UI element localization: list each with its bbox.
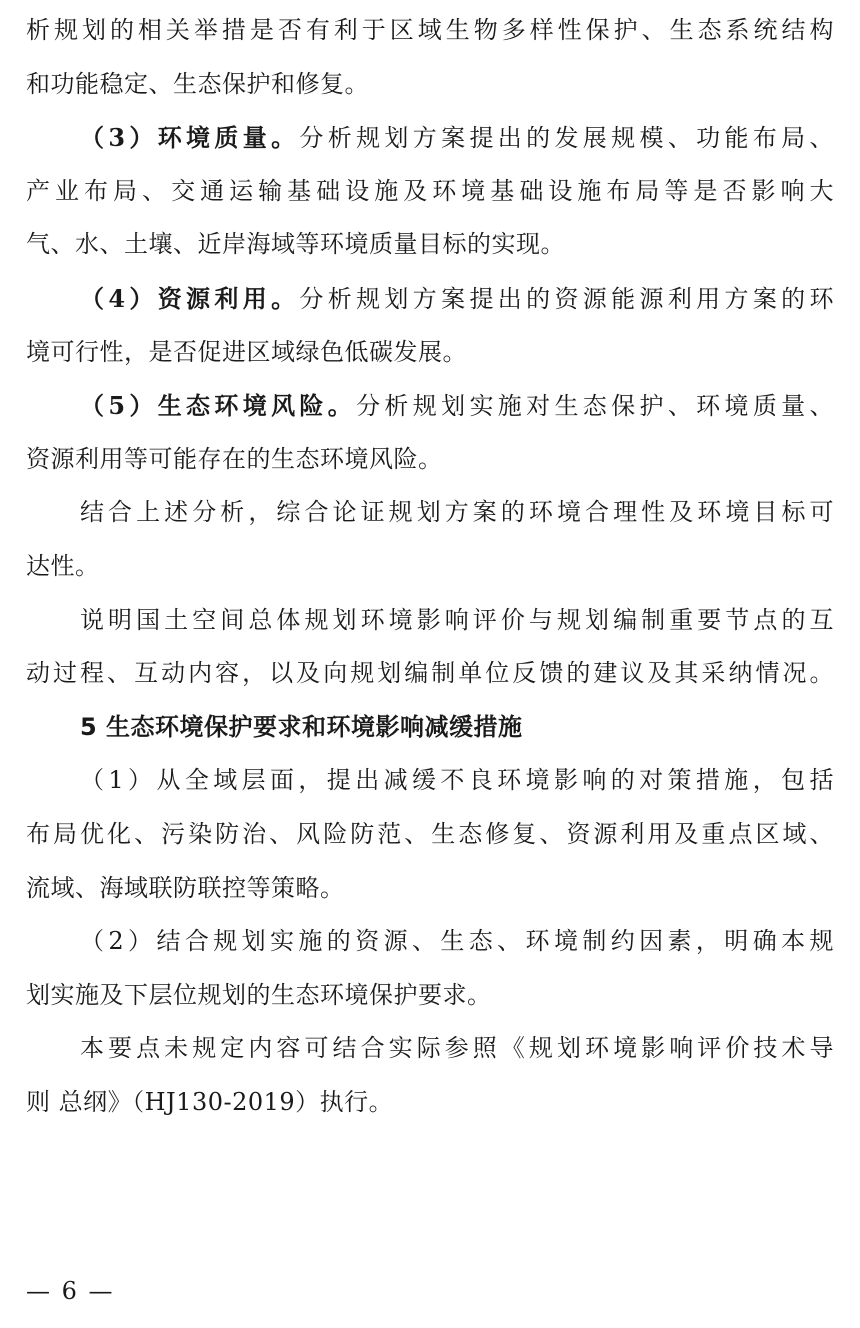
text-line: 和功能稳定、生态保护和修复。 [26, 69, 369, 98]
item-5-number: （5） [80, 391, 158, 421]
text-line: 划实施及下层位规划的生态环境保护要求。 [26, 980, 492, 1009]
body-text [26, 4, 834, 1129]
page-number: — 6 — [26, 1277, 115, 1305]
item-4-heading-line [26, 272, 834, 326]
text-line: 布局优化、污染防治、风险防范、生态修复、资源利用及重点区域、 [26, 819, 834, 848]
section-5-title: 5 生态环境保护要求和环境影响减缓措施 [80, 712, 523, 741]
text-line: 则 总纲》（HJ130-2019）执行。 [26, 1087, 394, 1116]
text-line: （1）从全域层面，提出减缓不良环境影响的对策措施，包括 [80, 766, 834, 795]
item-5-heading-line [26, 379, 834, 433]
text-line: （2）结合规划实施的资源、生态、环境制约因素，明确本规 [80, 927, 834, 956]
text-line: 说明国土空间总体规划环境影响评价与规划编制重要节点的互 [80, 605, 834, 634]
text-line: 达性。 [26, 551, 100, 580]
text-line: 动过程、互动内容，以及向规划编制单位反馈的建议及其采纳情况。 [26, 659, 834, 688]
item-5-text: 分析规划实施对生态保护、环境质量、 [356, 392, 835, 421]
text-line: 析规划的相关举措是否有利于区域生物多样性保护、生态系统结构 [26, 16, 834, 44]
item-4-number: （4） [80, 283, 158, 313]
item-5-title: 生态环境风险。 [157, 392, 357, 421]
text-line: 流域、海域联防联控等策略。 [26, 873, 345, 902]
item-4-text: 分析规划方案提出的资源能源利用方案的环 [299, 284, 835, 313]
item-3-heading-line [26, 111, 834, 165]
text-line: 产业布局、交通运输基础设施及环境基础设施布局等是否影响大 [26, 176, 834, 205]
item-4-title: 资源利用。 [157, 284, 300, 313]
item-3-text: 分析规划方案提出的发展规模、功能布局、 [299, 124, 835, 153]
text-line: 结合上述分析，综合论证规划方案的环境合理性及环境目标可 [80, 498, 834, 527]
item-3-number: （3） [80, 123, 158, 153]
text-line: 境可行性，是否促进区域绿色低碳发展。 [26, 337, 467, 366]
text-line: 资源利用等可能存在的生态环境风险。 [26, 444, 443, 473]
item-3-title: 环境质量。 [157, 124, 300, 153]
text-line: 本要点未规定内容可结合实际参照《规划环境影响评价技术导 [80, 1034, 834, 1063]
text-line: 气、水、土壤、近岸海域等环境质量目标的实现。 [26, 230, 565, 259]
